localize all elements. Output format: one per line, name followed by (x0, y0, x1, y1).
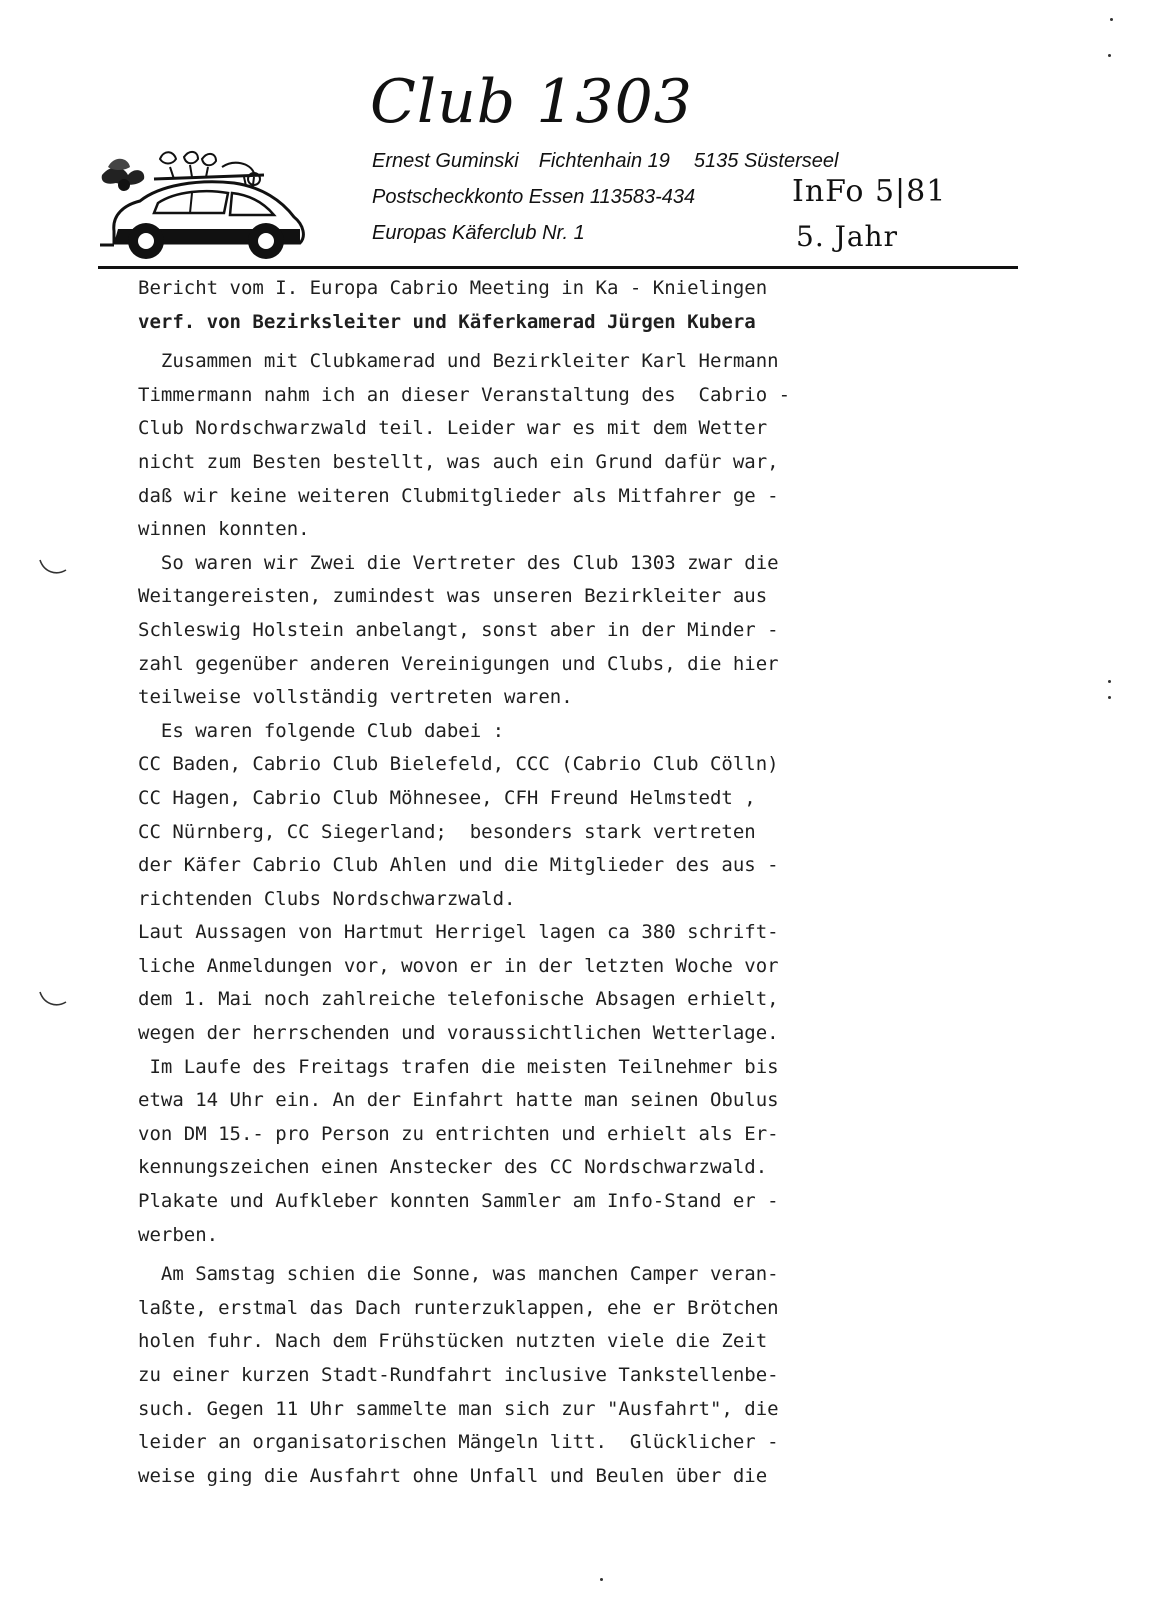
club-logo: Club 1303 (370, 67, 693, 137)
scan-speck (1110, 18, 1113, 21)
article-title: Bericht vom I. Europa Cabrio Meeting in Ka - Knielingen (138, 277, 768, 299)
text-line: leider an organisatorischen Mängeln litt. Glücklicher - (138, 1431, 779, 1454)
text-line: der Käfer Cabrio Club Ahlen und die Mitglieder des aus - (138, 854, 779, 877)
text-line: Timmermann nahm ich an dieser Veranstaltung des Cabrio - (138, 383, 791, 406)
text-line: CC Hagen, Cabrio Club Möhnesee, CFH Freund Helmstedt , (138, 786, 756, 809)
article-author-line: verf. von Bezirksleiter und Käferkamerad Jürgen Kubera (138, 310, 756, 333)
text-line: Im Laufe des Freitags trafen die meisten Teilnehmer bis (138, 1055, 779, 1078)
text-line: werben. (138, 1223, 219, 1246)
city-address: 5135 Süsterseel (693, 150, 839, 172)
scan-speck (1108, 680, 1111, 683)
text-line: teilweise vollständig vertreten waren. (138, 686, 573, 709)
text-line: etwa 14 Uhr ein. An der Einfahrt hatte man seinen Obulus (138, 1089, 779, 1112)
text-line: kennungszeichen einen Anstecker des CC Nordschwarzwald. (138, 1156, 768, 1179)
info-number-handwritten: InFo 5|81 (792, 174, 947, 209)
text-line: laßte, erstmal das Dach runterzuklappen, ehe er Brötchen (138, 1296, 779, 1319)
text-line: such. Gegen 11 Uhr sammelte man sich zur "Ausfahrt", die (138, 1397, 779, 1420)
text-line: CC Baden, Cabrio Club Bielefeld, CCC (Cabrio Club Cölln) (138, 753, 779, 776)
text-line: nicht zum Besten bestellt, was auch ein Grund dafür war, (138, 450, 779, 473)
club-tagline: Europas Käferclub Nr. 1 (372, 222, 585, 244)
text-line: Plakate und Aufkleber konnten Sammler am Info-Stand er - (138, 1190, 779, 1213)
text-line: dem 1. Mai noch zahlreiche telefonische Absagen erhielt, (138, 988, 779, 1011)
contact-name: Ernest Guminski (372, 150, 519, 172)
text-line: richtenden Clubs Nordschwarzwald. (138, 887, 516, 910)
text-line: zahl gegenüber anderen Vereinigungen und Clubs, die hier (138, 652, 779, 675)
text-line: zu einer kurzen Stadt-Rundfahrt inclusive Tankstellenbe- (138, 1364, 779, 1386)
text-line: So waren wir Zwei die Vertreter des Club 1303 zwar die (138, 551, 779, 574)
text-line: Laut Aussagen von Hartmut Herrigel lagen ca 380 schrift- (138, 921, 779, 944)
text-line: Weitangereisten, zumindest was unseren Bezirkleiter aus (138, 585, 768, 608)
text-line: von DM 15.- pro Person zu entrichten und erhielt als Er- (138, 1122, 779, 1145)
margin-mark (38, 990, 68, 1010)
text-line: Es waren folgende Club dabei : (138, 719, 505, 742)
text-line: Club Nordschwarzwald teil. Leider war es mit dem Wetter (138, 417, 768, 440)
scan-speck (1108, 696, 1111, 699)
text-line: wegen der herrschenden und voraussichtlichen Wetterlage. (138, 1022, 779, 1045)
text-line: winnen konnten. (138, 518, 310, 541)
bank-account-line: Postscheckkonto Essen 113583-434 (372, 186, 696, 208)
text-line: weise ging die Ausfahrt ohne Unfall und Beulen über die (138, 1464, 768, 1487)
text-line: Schleswig Holstein anbelangt, sonst aber in der Minder - (138, 618, 779, 641)
margin-mark (38, 558, 68, 578)
street-address: Fichtenhain 19 (538, 150, 670, 172)
beetle-car-illustration (94, 145, 314, 263)
year-note-handwritten: 5. Jahr (796, 220, 898, 253)
text-line: Am Samstag schien die Sonne, was manchen Camper veran- (138, 1263, 779, 1286)
header-divider (98, 266, 1018, 269)
scan-speck (1108, 54, 1111, 57)
text-line: liche Anmeldungen vor, wovon er in der letzten Woche vor (138, 954, 779, 977)
letterhead-address-line (372, 150, 838, 173)
text-line: holen fuhr. Nach dem Frühstücken nutzten viele die Zeit (138, 1330, 768, 1353)
text-line: CC Nürnberg, CC Siegerland; besonders stark vertreten (138, 820, 756, 843)
text-line: daß wir keine weiteren Clubmitglieder als Mitfahrer ge - (138, 484, 779, 507)
article-body (138, 272, 1038, 1493)
text-line: Zusammen mit Clubkamerad und Bezirkleiter Karl Hermann (138, 350, 779, 373)
scan-speck (600, 1578, 603, 1581)
